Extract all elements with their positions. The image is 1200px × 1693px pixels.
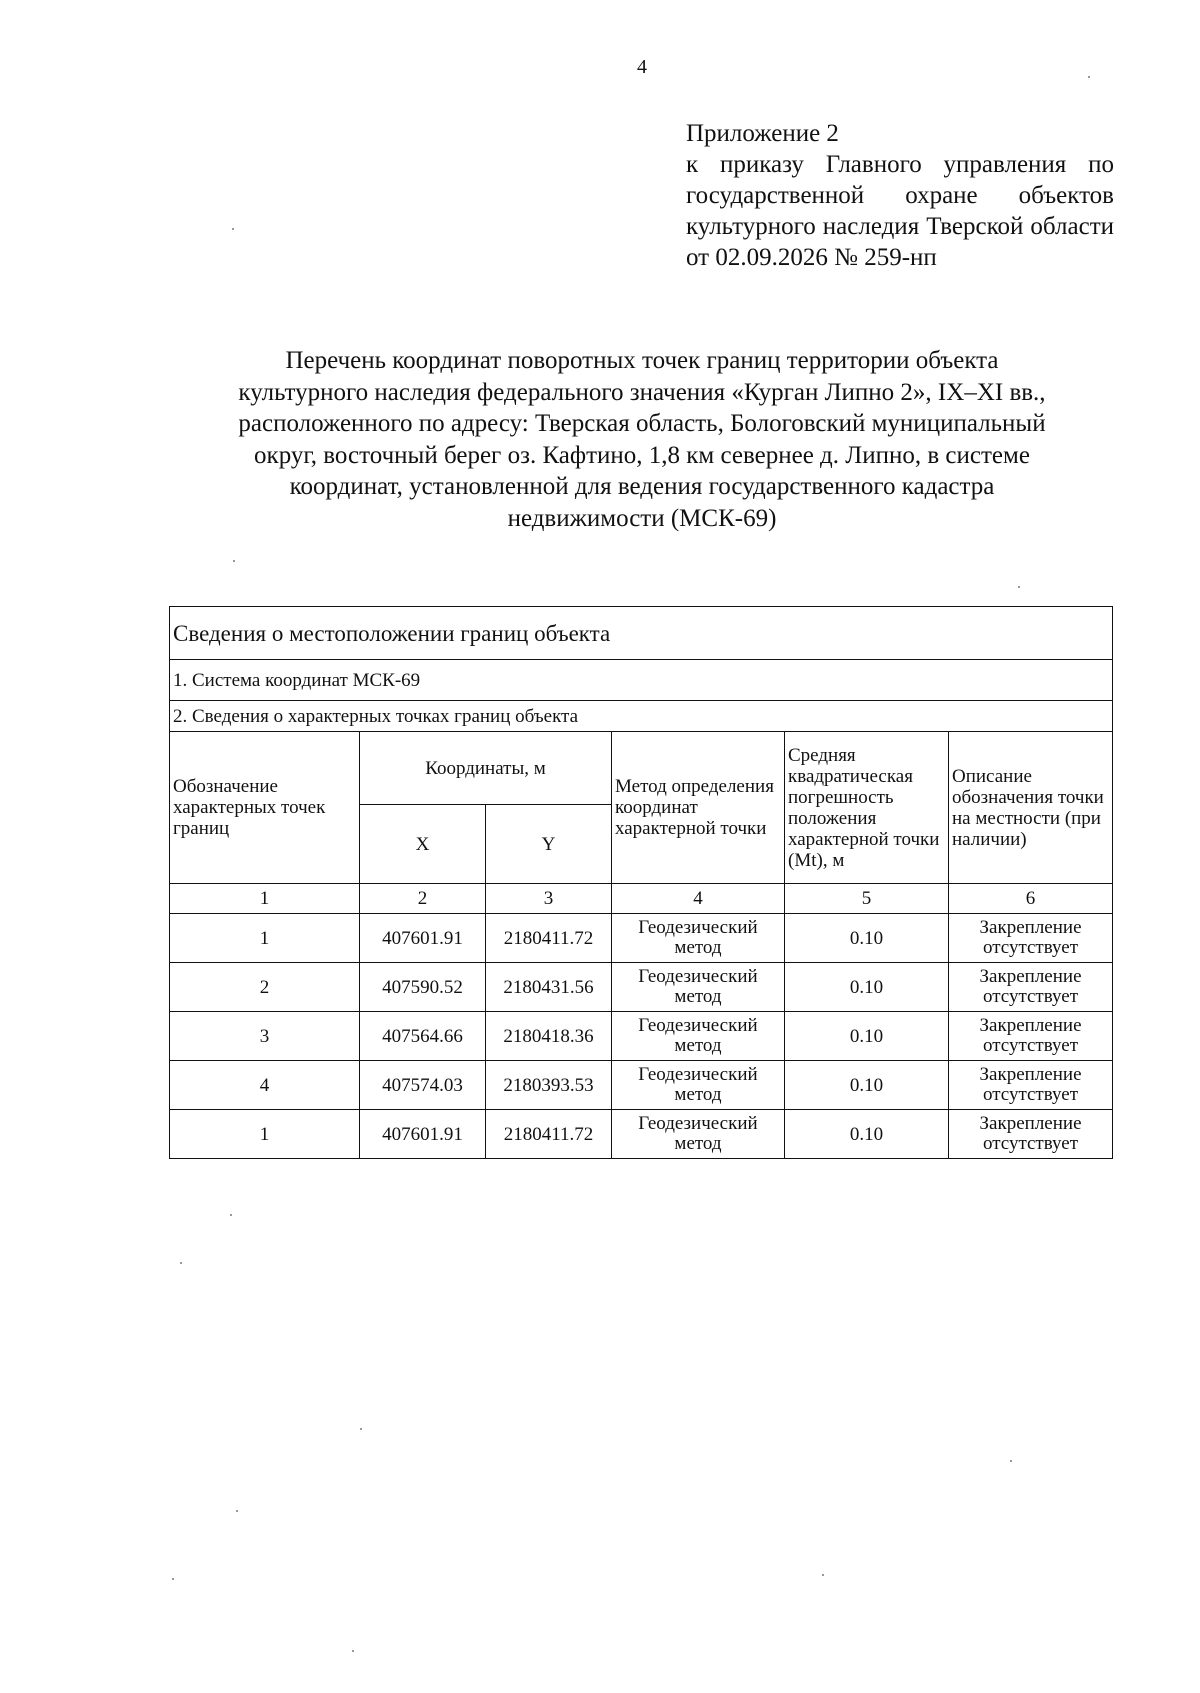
- table-row: [170, 1061, 1113, 1110]
- title-line: Перечень координат поворотных точек границ территории объекта: [285, 347, 999, 374]
- appendix-header: [686, 118, 1114, 273]
- header-error: Средняя квадратическая погрешность положения характерной точки (Mt), м: [785, 732, 949, 884]
- error: 0.10: [785, 1012, 949, 1061]
- column-number: 3: [486, 884, 612, 914]
- description: Закрепление отсутствует: [949, 963, 1113, 1012]
- title-line: расположенного по адресу: Тверская область, Бологовский муниципальный: [238, 410, 1046, 437]
- point-number: 3: [170, 1012, 360, 1061]
- coord-y: 2180411.72: [486, 1110, 612, 1159]
- error: 0.10: [785, 963, 949, 1012]
- method: Геодезический метод: [612, 914, 785, 963]
- column-number: 2: [360, 884, 486, 914]
- description: Закрепление отсутствует: [949, 1012, 1113, 1061]
- page-number: 4: [637, 56, 647, 78]
- scan-speck: [1018, 586, 1020, 588]
- point-number: 1: [170, 914, 360, 963]
- column-number: 1: [170, 884, 360, 914]
- coord-y: 2180418.36: [486, 1012, 612, 1061]
- coord-y: 2180393.53: [486, 1061, 612, 1110]
- appendix-reference: к приказу Главного управления по государственной охране объектов культурного наследия Тверской области от 02.09.2026 № 259-нп: [686, 151, 1114, 271]
- header-y: Y: [486, 805, 612, 884]
- coord-y: 2180431.56: [486, 963, 612, 1012]
- method: Геодезический метод: [612, 1012, 785, 1061]
- scan-speck: [232, 228, 234, 230]
- header-designation: Обозначение характерных точек границ: [170, 732, 360, 884]
- title-line: культурного наследия федерального значения «Курган Липно 2», IX–XI вв.,: [238, 378, 1046, 406]
- header-x: X: [360, 805, 486, 884]
- header-description: Описание обозначения точки на местности (при наличии): [949, 732, 1113, 884]
- scan-speck: [236, 1510, 238, 1512]
- scan-speck: [1010, 1460, 1012, 1462]
- table-row: [170, 1012, 1113, 1061]
- table-row: [170, 963, 1113, 1012]
- column-number: 6: [949, 884, 1113, 914]
- method: Геодезический метод: [612, 1061, 785, 1110]
- description: Закрепление отсутствует: [949, 1110, 1113, 1159]
- coord-x: 407601.91: [360, 914, 486, 963]
- method: Геодезический метод: [612, 963, 785, 1012]
- table-row: [170, 914, 1113, 963]
- column-number: 4: [612, 884, 785, 914]
- error: 0.10: [785, 1061, 949, 1110]
- point-number: 4: [170, 1061, 360, 1110]
- scan-speck: [172, 1578, 174, 1580]
- scan-speck: [233, 560, 235, 562]
- scan-speck: [352, 1650, 354, 1652]
- document-title: [168, 345, 1116, 534]
- scan-speck: [230, 1214, 232, 1216]
- scan-speck: [180, 1262, 182, 1264]
- coordinate-system: 1. Система координат МСК-69: [170, 660, 1113, 701]
- coordinates-table: [169, 606, 1113, 1159]
- coord-x: 407574.03: [360, 1061, 486, 1110]
- title-line: координат, установленной для ведения государственного кадастра: [289, 473, 995, 500]
- scan-speck: [822, 1574, 824, 1576]
- table-section-title: Сведения о местоположении границ объекта: [170, 607, 1113, 660]
- point-number: 2: [170, 963, 360, 1012]
- description: Закрепление отсутствует: [949, 1061, 1113, 1110]
- coord-x: 407601.91: [360, 1110, 486, 1159]
- column-number: 5: [785, 884, 949, 914]
- scan-speck: [1088, 76, 1090, 78]
- points-info: 2. Сведения о характерных точках границ объекта: [170, 701, 1113, 732]
- title-line: недвижимости (МСК-69): [507, 504, 777, 532]
- column-numbers-row: [170, 884, 1113, 914]
- appendix-title: Приложение 2: [686, 120, 839, 147]
- coord-x: 407590.52: [360, 963, 486, 1012]
- header-coordinates: Координаты, м: [360, 732, 612, 805]
- coord-x: 407564.66: [360, 1012, 486, 1061]
- method: Геодезический метод: [612, 1110, 785, 1159]
- coord-y: 2180411.72: [486, 914, 612, 963]
- error: 0.10: [785, 914, 949, 963]
- scan-speck: [360, 1428, 362, 1430]
- table-row: [170, 1110, 1113, 1159]
- point-number: 1: [170, 1110, 360, 1159]
- description: Закрепление отсутствует: [949, 914, 1113, 963]
- title-line: округ, восточный берег оз. Кафтино, 1,8 км севернее д. Липно, в системе: [254, 441, 1030, 469]
- error: 0.10: [785, 1110, 949, 1159]
- header-method: Метод определения координат характерной точки: [612, 732, 785, 884]
